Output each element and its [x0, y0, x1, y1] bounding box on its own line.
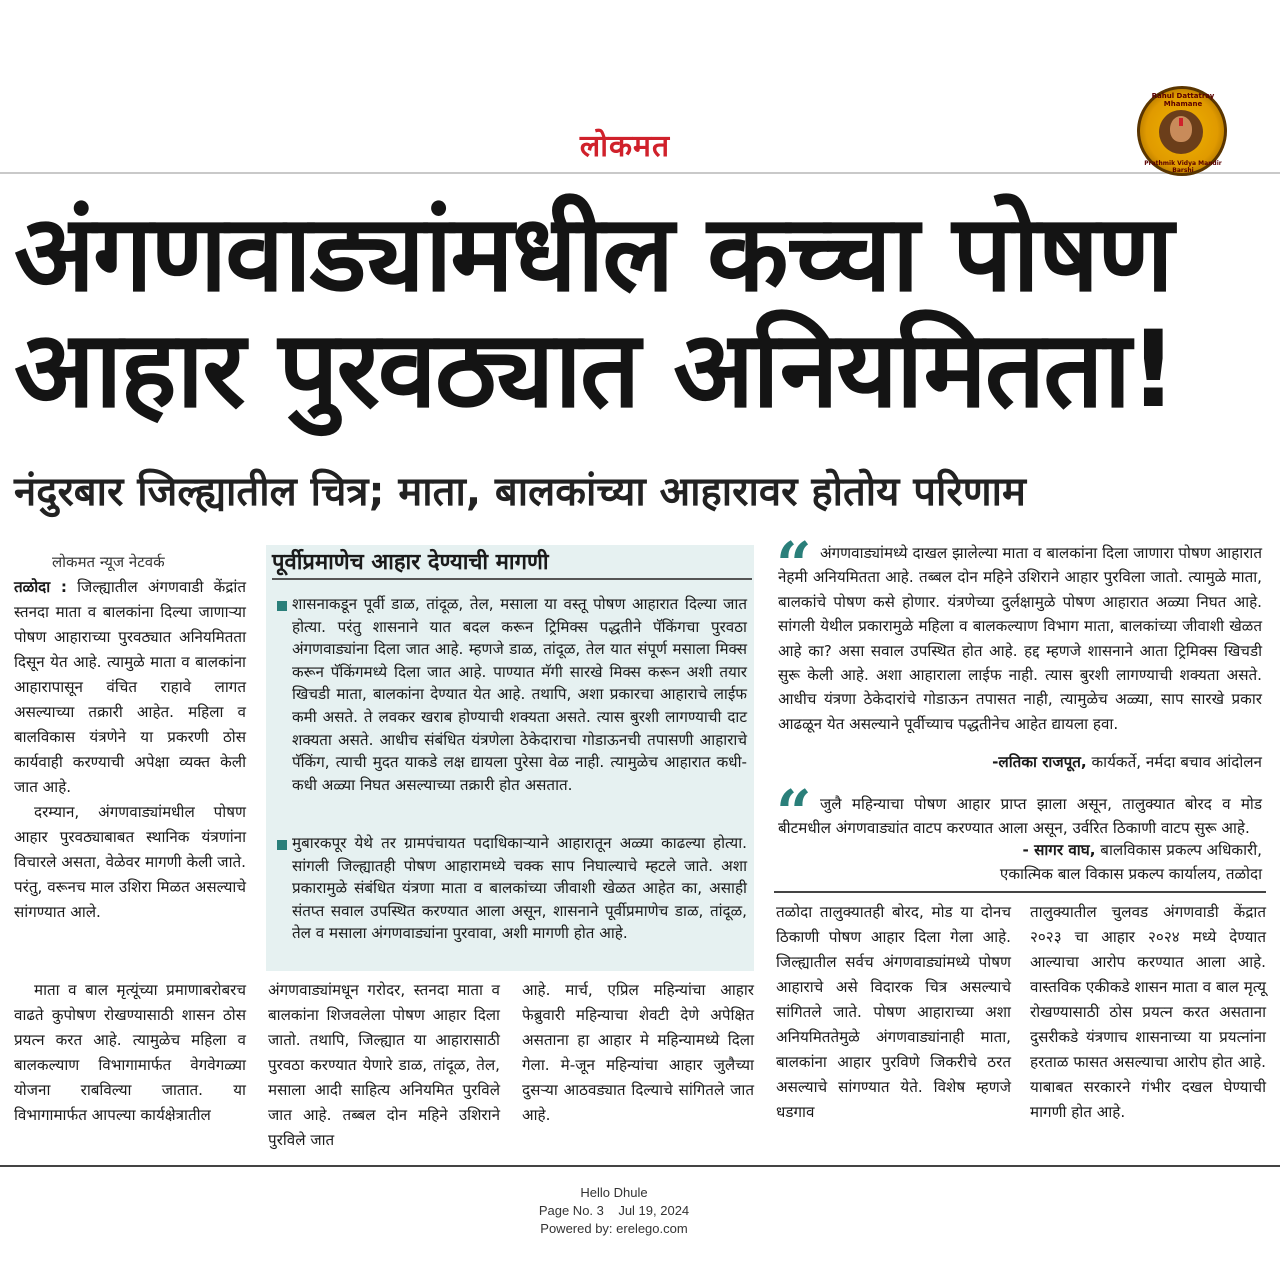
sidebar-title: पूर्वीप्रमाणेच आहार देण्याची मागणी — [272, 546, 752, 580]
sidebar-para-1: शासनाकडून पूर्वी डाळ, तांदूळ, तेल, मसाला या वस्तू पोषण आहारात दिल्या जात होत्या. परंतु शासनाने यात बदल करून ट्रिमिक्स पद्धतीने पॅकिंगचा पुरवठा अंगणवाड्यांना दिला जात आहे. म्हणजे डाळ, तांदूळ, तेल यात संपूर्ण मसाला मिक्स करून पॅकिंगमध्ये दिला जात आहे. पाण्यात मॅगी सारखे मिक्स करून अशी तयार खिचडी माता, बालकांना देण्यात येत आहे. तथापि, अशा प्रकारचा आहाराचे लाईफ कमी असते. ते लवकर खराब होण्याची शक्यता असते. त्यास बुरशी लागण्याची दाट शक्यता असते. आधीच संबंधित यंत्रणेला ठेकेदाराचा गोडाऊनची तपासणी आहाराचे पॅकिंग, त्याची मुदत याकडे लक्ष द्यायला पुरेसा वेळ नाही. त्यामुळेच आहारात कधी-कधी अळ्या निघत असल्याच्या तक्रारी होत असतात. — [292, 595, 747, 794]
bullet-square-icon — [277, 601, 287, 611]
footer-page: Page No. 3 — [538, 1203, 604, 1218]
article-para-3: माता व बाल मृत्यूंच्या प्रमाणाबरोबरच वाढते कुपोषण रोखण्यासाठी शासन ठोस प्रयत्न करत आहे. त्यामुळेच महिला व बालकल्याण विभागामार्फत वेगवेगळ्या योजना राबविल्या जातात. या विभागामार्फत आपल्या कार्यक्षेत्रातील — [14, 981, 246, 1124]
byline: लोकमत न्यूज नेटवर्क — [52, 553, 165, 571]
footer — [0, 1184, 1228, 1238]
quote-1-role: कार्यकर्ते, नर्मदा बचाव आंदोलन — [1091, 753, 1262, 771]
article-col-2: अंगणवाड्यांमधून गरोदर, स्तनदा माता व बालकांना शिजवलेला पोषण आहार दिला जातो. तथापि, जिल्ह्यात या आहारासाठी पुरवठा करण्यात येणारे डाळ, तांदूळ, तेल, मसाला आदी साहित्य अनियमित पुरविले जात आहे. तब्बल दोन महिने उशिराने पुरविले जात — [268, 981, 500, 1149]
headline-line-2: आहार पुरवठ्यात अनियमितता! — [14, 308, 1176, 431]
badge-top-text: Rahul Dattatray Mhamane — [1151, 92, 1215, 108]
article-col-4: तळोदा तालुक्यातही बोरद, मोड या दोनच ठिकाणी पोषण आहार दिला गेला आहे. जिल्ह्यातील सर्वच अंगणवाड्यांमध्ये पोषण आहाराचे असे विदारक चित्र असल्याचे सांगितले जाते. पोषण आहाराच्या अशा अनियमिततेमुळे अंगणवाड्यांनाही माता, बालकांना आहार पुरविणे जिकरीचे ठरत असल्याचे सांगण्यात येते. विशेष म्हणजे धडगाव — [776, 903, 1011, 1121]
sidebar-para-2: मुबारकपूर येथे तर ग्रामपंचायत पदाधिकाऱ्याने आहारातून अळ्या काढल्या होत्या. सांगली जिल्ह्यातही पोषण आहारामध्ये चक्क साप निघाल्याचे म्हटले जाते. अशा प्रकारामुळे संबंधित यंत्रणा माता व बालकांच्या जीवाशी खेळत आहेत का, असाही संतप्त सवाल उपस्थित करण्यात आला असून, शासनाने पूर्वीप्रमाणेच डाळ, तांदूळ, तेल व मसाला अंगणवाड्यांना पुरवावा, अशी मागणी होत आहे. — [292, 834, 747, 943]
badge-bottom-text: Prathmik Vidya Mandir Barshi — [1144, 160, 1222, 174]
article-col-3: आहे. मार्च, एप्रिल महिन्यांचा आहार फेब्रुवारी महिन्याचा शेवटी देणे अपेक्षित असताना हा आहार मे महिन्यामध्ये दिला गेला. मे-जून महिन्यांचा आहार जुलैच्या दुसऱ्या आठवड्यात दिल्याचे सांगितले जात आहे. — [522, 981, 754, 1124]
footer-edition: Hello Dhule — [580, 1185, 648, 1200]
footer-powered-by: Powered by: erelego.com — [540, 1221, 688, 1236]
quote-2-text: जुलै महिन्याचा पोषण आहार प्राप्त झाला असून, तालुक्यात बोरद व मोड बीटमधील अंगणवाड्यांत वाटप करण्यात आला असून, उर्वरित ठिकाणी वाटप सुरू आहे. — [778, 795, 1262, 837]
bottom-rule — [0, 1165, 1280, 1167]
quote-1-text: अंगणवाड्यांमध्ये दाखल झालेल्या माता व बालकांना दिला जाणारा पोषण आहारात नेहमी अनियमितता आहे. तब्बल दोन महिने उशिराने आहार पुरविला जातो. त्यामुळे माता, बालकांचे पोषण कसे होणार. यंत्रणेच्या दुर्लक्षामुळे पोषण आहारात अळ्या निघत आहे. सांगली येथील प्रकारामुळे महिला व बालकल्याण विभाग माता, बालकांच्या जीवाशी खेळत आहे का? असा सवाल उपस्थित होत आहे. हद्द म्हणजे शासनाने आता ट्रिमिक्स खिचडी सुरू केली आहे. अशा आहाराला लाईफ नाही. त्यास बुरशी लागण्याची शक्यता असते. आधीच यंत्रणा ठेकेदारांचे गोडाऊन तपासत नाही, त्यामुळेच अळ्या, साप सारखे प्रकार आढळून येत असल्याने पूर्वीच्याच पद्धतीनेच आहेत द्यायला हवा. — [778, 544, 1262, 733]
quote-2-attribution — [778, 840, 1262, 860]
quote-mark-icon: “ — [776, 776, 812, 849]
footer-page-date — [0, 1202, 1228, 1220]
article-col-5: तालुक्यातील चुलवड अंगणवाडी केंद्रात २०२३ चा आहार २०२४ मध्ये देण्यात आल्याचा आरोप करण्यात आला आहे. वास्तविक एकीकडे शासन माता व बाल मृत्यू रोखण्यासाठी ठोस प्रयत्न करत असताना दुसरीकडे यंत्रणाच शासनाच्या या प्रयत्नांना हरताळ फासत असल्याचा आरोप होत आहे. याबाबत सरकारने गंभीर दखल घेण्याची मागणी होत आहे. — [1030, 903, 1266, 1121]
quote-1-name: -लतिका राजपूत, — [992, 753, 1087, 771]
profile-tilak-icon — [1179, 118, 1183, 126]
dateline: तळोदा : — [14, 578, 67, 596]
bullet-square-icon — [277, 840, 287, 850]
headline-line-1: अंगणवाड्यांमधील कच्चा पोषण — [14, 192, 1172, 315]
quote-mark-icon: “ — [776, 528, 812, 601]
quote-1-attribution — [778, 752, 1262, 772]
masthead-logo: लोकमत — [579, 129, 671, 164]
article-col-1 — [14, 575, 246, 925]
article-para-2: दरम्यान, अंगणवाड्यांमधील पोषण आहार पुरवठ्याबाबत स्थानिक यंत्रणांना विचारले असता, वेळेवर मागणी केली जाते. परंतु, वरूनच माल उशिरा मिळत असल्याचे सांगण्यात आले. — [14, 803, 246, 921]
masthead-rule — [0, 172, 1280, 174]
footer-date: Jul 19, 2024 — [618, 1203, 690, 1218]
quote-divider — [774, 891, 1266, 893]
subheadline: नंदुरबार जिल्ह्यातील चित्र; माता, बालकांच्या आहारावर होतोय परिणाम — [14, 469, 1026, 515]
quote-2-role: बालविकास प्रकल्प अधिकारी, — [1100, 841, 1262, 859]
article-para-1: जिल्ह्यातील अंगणवाडी केंद्रांत स्तनदा माता व बालकांना दिल्या जाणाऱ्या पोषण आहाराच्या पुरवठ्यात अनियमितता दिसून येत आहे. त्यामुळे माता व बालकांना आहारापासून वंचित राहावे लागत असल्याच्या तक्रारी आहेत. महिला व बालविकास यंत्रणेने या प्रकरणी ठोस कार्यवाही करण्याची अपेक्षा व्यक्त केली जात आहे. — [14, 578, 246, 796]
quote-2-name: - सागर वाघ, — [1022, 841, 1096, 859]
quote-2-office: एकात्मिक बाल विकास प्रकल्प कार्यालय, तळोदा — [999, 865, 1262, 883]
headline — [14, 192, 1264, 431]
